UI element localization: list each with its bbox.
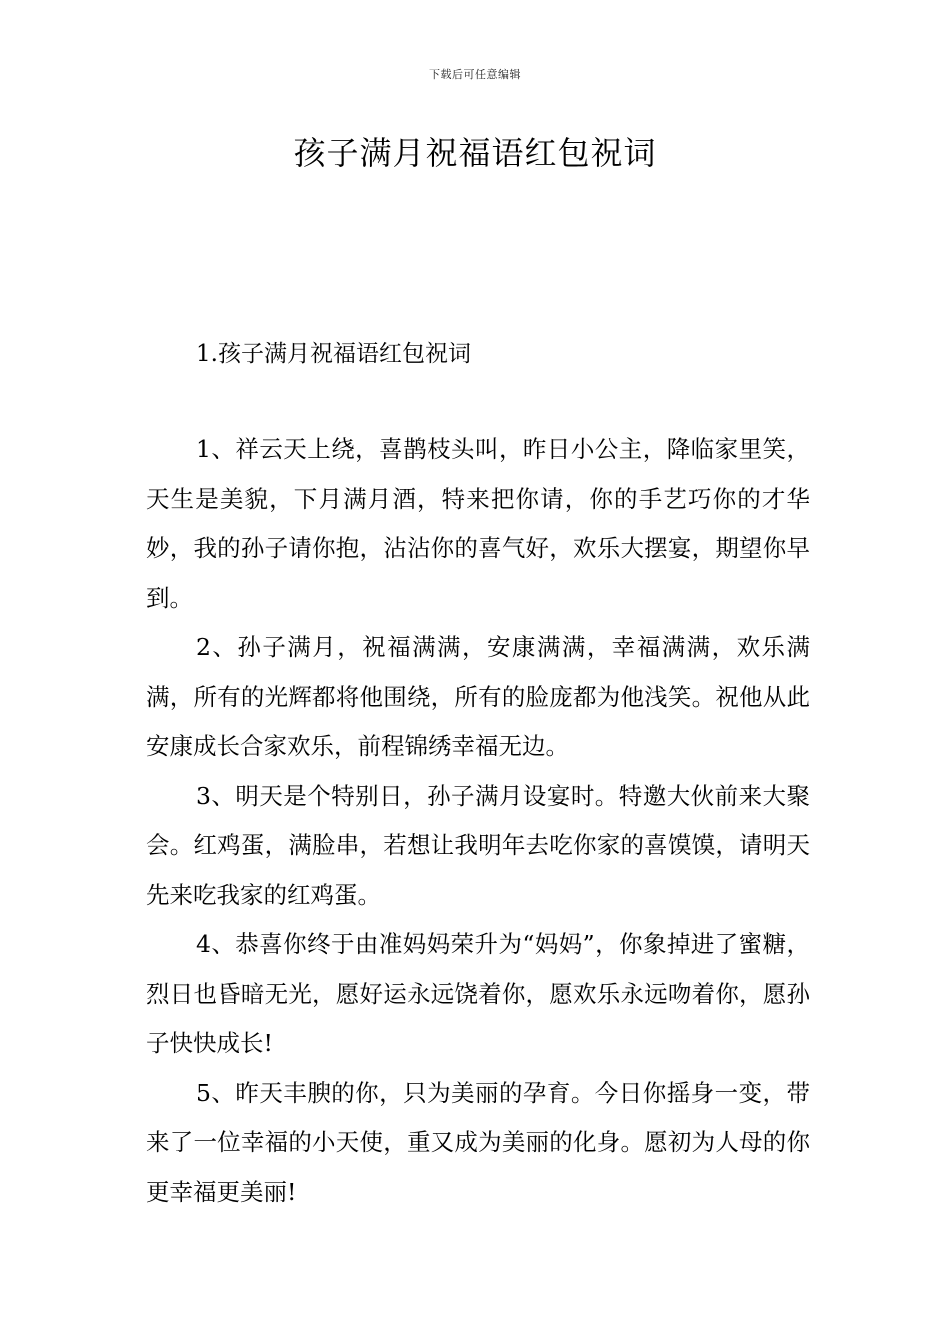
paragraph: 1、祥云天上绕，喜鹊枝头叫，昨日小公主，降临家里笑，天生是美貌，下月满月酒，特来把你请，你的手艺巧你的才华妙，我的孙子请你抱，沾沾你的喜气好，欢乐大摆宴，期望你早到。 — [146, 435, 810, 612]
header-note: 下载后可任意编辑 — [429, 68, 521, 81]
paragraph: 3、明天是个特别日，孙子满月设宴时。特邀大伙前来大聚会。红鸡蛋，满脸串，若想让我明年去吃你家的喜馍馍，请明天先来吃我家的红鸡蛋。 — [146, 781, 810, 909]
paragraph: 2、孙子满月，祝福满满，安康满满，幸福满满，欢乐满满，所有的光辉都将他围绕，所有的脸庞都为他浅笑。祝他从此安康成长合家欢乐，前程锦绣幸福无边。 — [146, 633, 810, 760]
paragraph: 4、恭喜你终于由准妈妈荣升为“妈妈”，你象掉进了蜜糖，烈日也昏暗无光，愿好运永远饶着你，愿欢乐永远吻着你，愿孙子快快成长! — [146, 930, 810, 1057]
paragraph: 5、昨天丰腴的你，只为美丽的孕育。今日你摇身一变，带来了一位幸福的小天使，重又成为美丽的化身。愿初为人母的你更幸福更美丽! — [146, 1078, 810, 1206]
document-body — [146, 425, 810, 1217]
section-heading: 1.孩子满月祝福语红包祝词 — [196, 341, 471, 367]
document-title: 孩子满月祝福语红包祝词 — [293, 134, 657, 172]
